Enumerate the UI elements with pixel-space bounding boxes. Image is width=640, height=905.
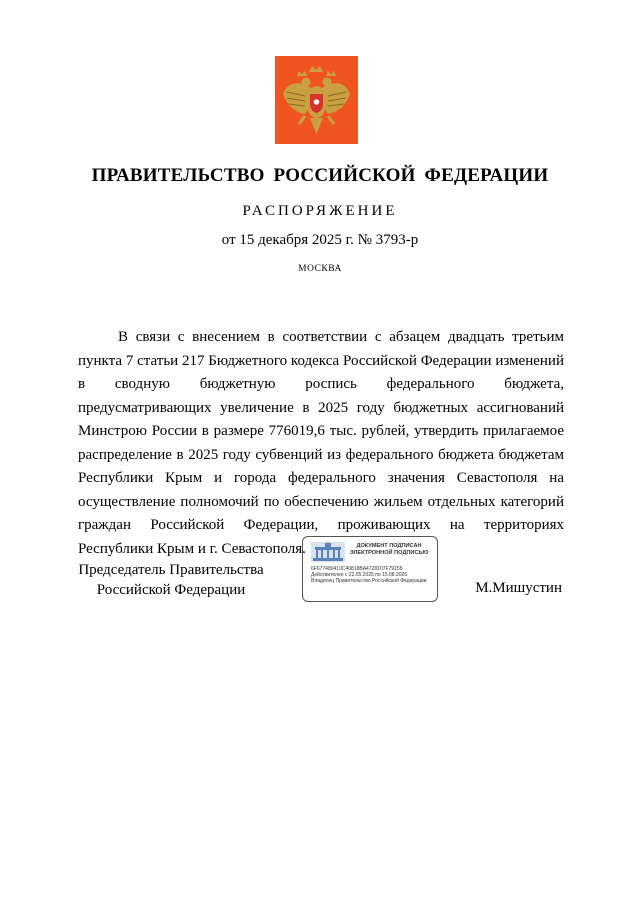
document-type: РАСПОРЯЖЕНИЕ bbox=[242, 203, 398, 219]
coat-of-arms-icon bbox=[275, 56, 358, 144]
certificate-number: 6F677480410C40818BA4728107F79155 bbox=[311, 566, 403, 572]
government-title: ПРАВИТЕЛЬСТВО РОССИЙСКОЙ ФЕДЕРАЦИИ bbox=[91, 165, 549, 186]
signer-position bbox=[76, 560, 266, 600]
signer-name: М.Мишустин bbox=[475, 580, 562, 596]
esignature-details bbox=[311, 566, 435, 585]
signer-position-line2: Российской Федерации bbox=[96, 582, 246, 598]
certificate-validity: Действителен с 22.05.2025 по 15.08.2026 bbox=[311, 572, 408, 579]
document-date-number: от 15 декабря 2025 г. № 3793-р bbox=[221, 232, 419, 248]
government-building-icon bbox=[311, 542, 345, 562]
esignature-title: ДОКУМЕНТ ПОДПИСАН ЭЛЕКТРОННОЙ ПОДПИСЬЮ bbox=[349, 543, 429, 556]
electronic-signature-stamp bbox=[302, 536, 438, 602]
signer-position-line1: Председатель Правительства bbox=[78, 562, 264, 578]
document-city: МОСКВА bbox=[298, 264, 342, 274]
certificate-owner: Владелец Правительство Российской Федерации bbox=[311, 578, 427, 585]
body-paragraph: В связи с внесением в соответствии с абзацем двадцать третьим пункта 7 статьи 217 Бюджетного кодекса Российской Федерации изменений в сводную бюджетную роспись федерального бюджета, предусматривающих увеличение в 2025 году бюджетных ассигнований Минстрою России в размере 776019,6 тыс. рублей, утвердить прилагаемое распределение в 2025 году субвенций из федерального бюджета бюджетам Республики Крым и города федерального значения Севастополя на осуществление полномочий по обеспечению жильем отдельных категорий граждан Российской Федерации, проживающих на территориях Республики Крым и г. Севастополя. bbox=[78, 329, 564, 557]
